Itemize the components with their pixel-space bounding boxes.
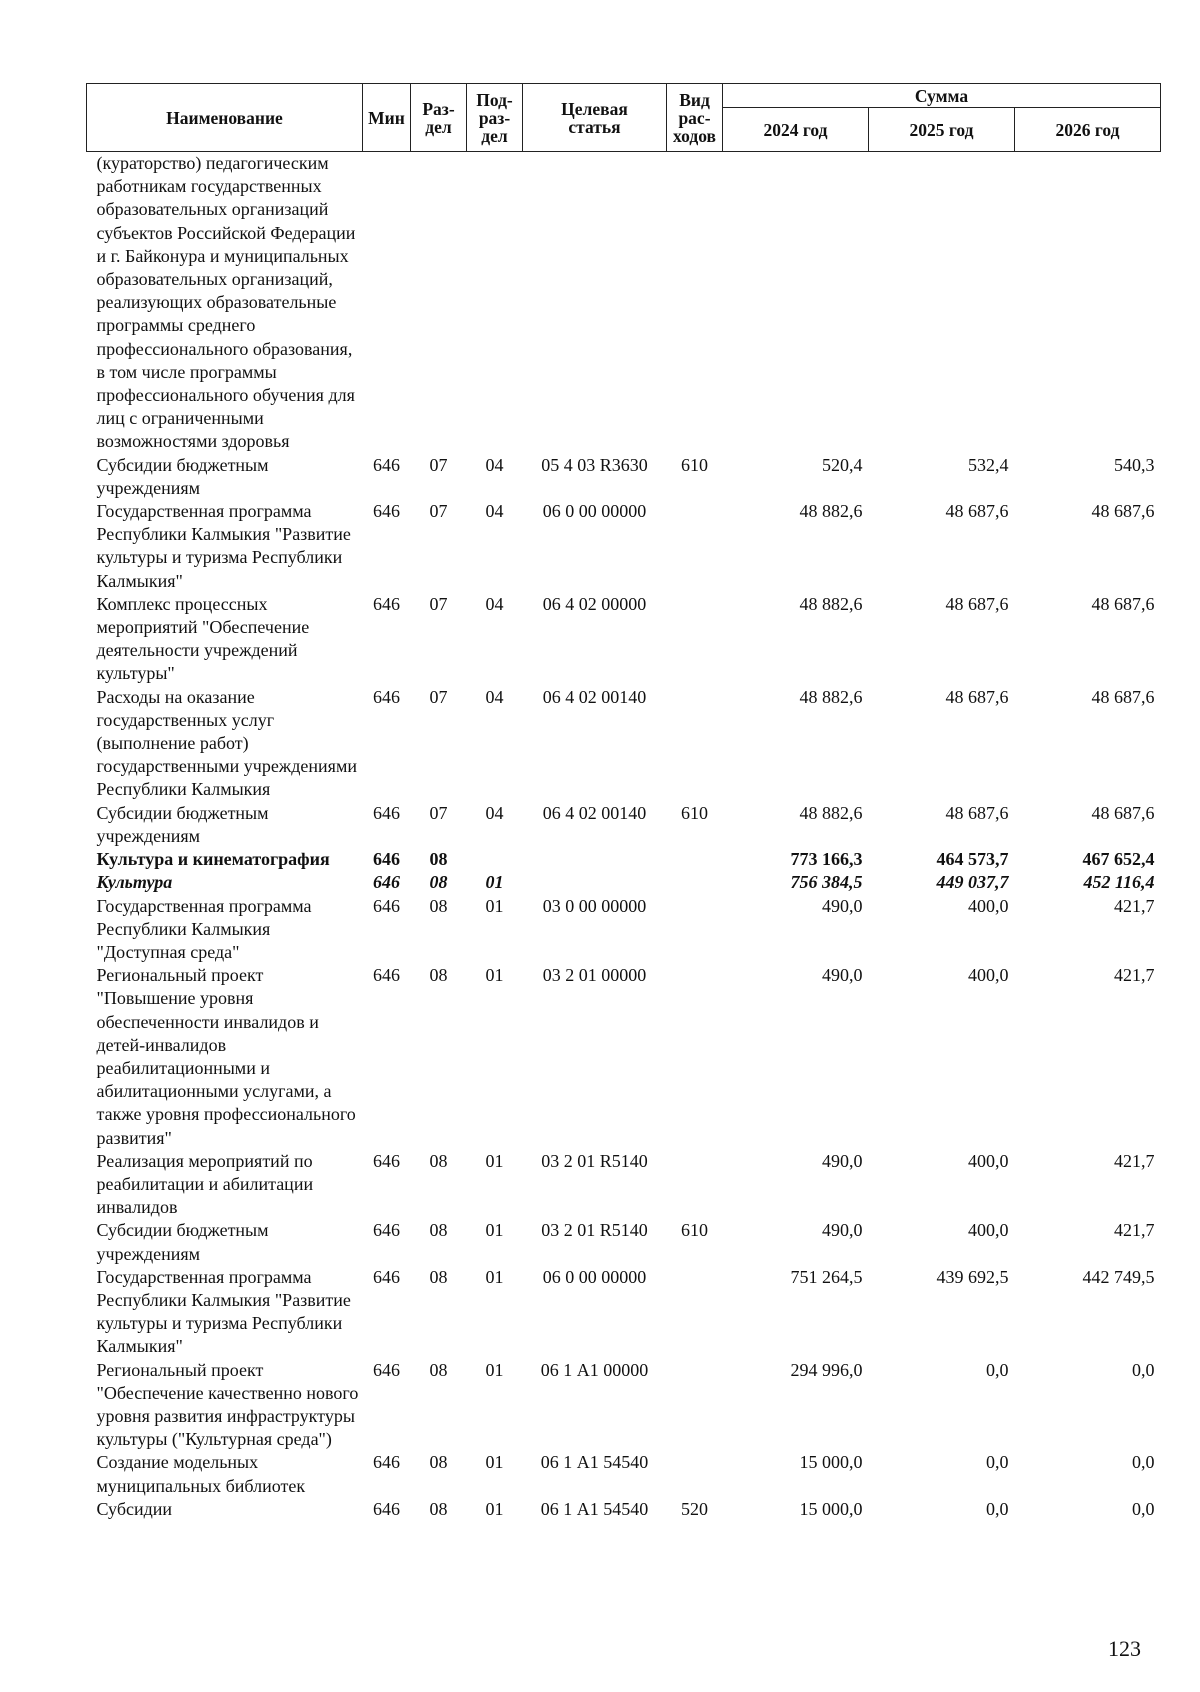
budget-table xyxy=(86,83,1161,1521)
row-sum-2024: 294 996,0 xyxy=(790,1359,863,1380)
row-name: Культура xyxy=(96,872,173,893)
row-name: Реализация мероприятий по реабилитации и абилитации инвалидов xyxy=(96,1150,314,1218)
table-row xyxy=(87,964,1161,1150)
row-sum-2024: 48 882,6 xyxy=(799,593,863,614)
table-row xyxy=(87,593,1161,686)
row-expense-type xyxy=(667,152,723,454)
row-min: 646 xyxy=(373,1498,400,1519)
row-sum-2026: 421,7 xyxy=(1114,1150,1155,1171)
row-name: Государственная программа Республики Калмыкия "Развитие культуры и туризма Республики Калмыкия" xyxy=(96,1266,351,1357)
row-razdel xyxy=(411,152,467,454)
row-sum-2024: 490,0 xyxy=(822,1220,863,1241)
row-min: 646 xyxy=(373,872,400,893)
row-sum-2024: 756 384,5 xyxy=(790,872,863,893)
row-sum-2025: 48 687,6 xyxy=(945,501,1009,522)
col-header-summa: Сумма xyxy=(723,84,1161,108)
table-row xyxy=(87,1359,1161,1452)
row-podrazdel: 04 xyxy=(485,593,504,614)
row-sum-2025: 532,4 xyxy=(968,454,1009,475)
row-name: Субсидии бюджетным учреждениям xyxy=(96,802,269,846)
row-razdel: 08 xyxy=(429,965,448,986)
row-expense-type xyxy=(667,964,723,1150)
table-row xyxy=(87,1451,1161,1497)
row-target-article xyxy=(523,848,667,871)
row-podrazdel: 04 xyxy=(485,686,504,707)
row-sum-2025: 400,0 xyxy=(968,1220,1009,1241)
row-expense-type xyxy=(667,1266,723,1359)
row-razdel: 07 xyxy=(429,593,448,614)
col-header-target: Целевая статья xyxy=(523,84,667,152)
row-expense-type xyxy=(667,500,723,593)
row-razdel: 07 xyxy=(429,802,448,823)
row-sum-2024: 773 166,3 xyxy=(790,849,863,870)
row-sum-2025: 400,0 xyxy=(968,895,1009,916)
row-podrazdel: 01 xyxy=(485,895,504,916)
row-sum-2026: 452 116,4 xyxy=(1083,872,1155,893)
row-min: 646 xyxy=(373,965,400,986)
row-min: 646 xyxy=(373,895,400,916)
col-header-vid: Вид рас- ходов xyxy=(667,84,723,152)
row-podrazdel: 01 xyxy=(485,1150,504,1171)
row-min: 646 xyxy=(373,1150,400,1171)
row-sum-2025: 0,0 xyxy=(986,1359,1009,1380)
row-sum-2024: 751 264,5 xyxy=(790,1266,863,1287)
row-sum-2025: 0,0 xyxy=(986,1452,1009,1473)
col-header-2025: 2025 год xyxy=(869,108,1015,152)
row-name: Расходы на оказание государственных услуг (выполнение работ) государственными учреждениями Республики Калмыкия xyxy=(96,686,357,800)
page-number: 123 xyxy=(1108,1636,1141,1661)
row-sum-2026: 467 652,4 xyxy=(1082,849,1155,870)
row-sum-2026: 48 687,6 xyxy=(1091,686,1155,707)
row-sum-2025: 48 687,6 xyxy=(945,686,1009,707)
row-sum-2024: 490,0 xyxy=(822,1150,863,1171)
table-row xyxy=(87,500,1161,593)
row-expense-type: 520 xyxy=(681,1498,708,1519)
row-sum-2024: 15 000,0 xyxy=(799,1498,863,1519)
row-target-article: 03 2 01 R5140 xyxy=(541,1150,648,1171)
row-min: 646 xyxy=(373,1452,400,1473)
row-sum-2025: 464 573,7 xyxy=(936,849,1009,870)
col-header-name: Наименование xyxy=(87,84,363,152)
row-razdel: 08 xyxy=(429,1220,448,1241)
col-header-2026: 2026 год xyxy=(1015,108,1161,152)
row-target-article: 06 4 02 00140 xyxy=(542,802,647,823)
col-header-2024: 2024 год xyxy=(723,108,869,152)
row-razdel: 07 xyxy=(429,686,448,707)
row-razdel: 08 xyxy=(429,849,448,870)
row-name: Субсидии бюджетным учреждениям xyxy=(96,1220,269,1264)
row-min: 646 xyxy=(373,501,400,522)
row-podrazdel: 01 xyxy=(485,1266,504,1287)
row-name: Региональный проект "Обеспечение качественно нового уровня развития инфраструктуры культуры ("Культурная среда") xyxy=(96,1359,359,1450)
row-podrazdel xyxy=(467,848,523,871)
row-podrazdel: 01 xyxy=(485,1359,504,1380)
row-min: 646 xyxy=(373,454,400,475)
row-min: 646 xyxy=(373,593,400,614)
row-podrazdel xyxy=(467,152,523,454)
table-body xyxy=(87,152,1161,1521)
row-podrazdel: 01 xyxy=(485,872,504,893)
col-header-podrazdel: Под- раз- дел xyxy=(467,84,523,152)
row-sum-2024: 490,0 xyxy=(822,895,863,916)
row-sum-2026: 48 687,6 xyxy=(1091,501,1155,522)
row-razdel: 08 xyxy=(429,895,448,916)
row-razdel: 08 xyxy=(429,1498,448,1519)
row-target-article: 03 2 01 R5140 xyxy=(541,1220,648,1241)
row-target-article xyxy=(523,871,667,894)
row-sum-2025: 48 687,6 xyxy=(945,593,1009,614)
row-name: Государственная программа Республики Калмыкия "Доступная среда" xyxy=(96,895,312,962)
row-sum-2026: 0,0 xyxy=(1132,1498,1155,1519)
row-podrazdel: 01 xyxy=(485,965,504,986)
row-razdel: 08 xyxy=(429,1359,448,1380)
row-target-article: 06 1 А1 00000 xyxy=(540,1359,649,1380)
row-target-article: 03 2 01 00000 xyxy=(542,965,647,986)
table-row xyxy=(87,802,1161,848)
row-podrazdel: 04 xyxy=(485,802,504,823)
row-name: Региональный проект "Повышение уровня обеспеченности инвалидов и детей-инвалидов реабилитационными и абилитационными услугами, а также уровня профессионального развития" xyxy=(96,965,356,1148)
col-header-razdel: Раз- дел xyxy=(411,84,467,152)
row-expense-type xyxy=(667,686,723,802)
row-target-article: 06 4 02 00140 xyxy=(542,686,647,707)
row-sum-2026: 421,7 xyxy=(1114,895,1155,916)
row-target-article: 06 4 02 00000 xyxy=(542,593,647,614)
row-sum-2026: 421,7 xyxy=(1114,1220,1155,1241)
row-sum-2025: 400,0 xyxy=(968,1150,1009,1171)
row-name: (кураторство) педагогическим работникам государственных образовательных организаций субъектов Российской Федерации и г. Байконура и муниципальных образовательных организаций, реализующих образовательные программы среднего профессионального образования, в том числе программы профессионального обучения для лиц с ограниченными возможностями здоровья xyxy=(96,153,356,452)
table-row xyxy=(87,871,1161,894)
table-row xyxy=(87,1266,1161,1359)
row-sum-2026: 48 687,6 xyxy=(1091,802,1155,823)
row-sum-2024 xyxy=(723,152,869,454)
row-sum-2024: 15 000,0 xyxy=(799,1452,863,1473)
row-sum-2026: 540,3 xyxy=(1114,454,1155,475)
row-sum-2026: 421,7 xyxy=(1114,965,1155,986)
row-sum-2026 xyxy=(1015,152,1161,454)
row-expense-type xyxy=(667,871,723,894)
row-sum-2024: 48 882,6 xyxy=(799,802,863,823)
row-name: Субсидии xyxy=(96,1498,173,1519)
row-sum-2024: 48 882,6 xyxy=(799,501,863,522)
row-expense-type: 610 xyxy=(681,1220,708,1241)
row-sum-2024: 48 882,6 xyxy=(799,686,863,707)
row-razdel: 07 xyxy=(429,501,448,522)
row-target-article: 03 0 00 00000 xyxy=(542,895,647,916)
row-sum-2025: 0,0 xyxy=(986,1498,1009,1519)
row-sum-2024: 520,4 xyxy=(822,454,863,475)
row-target-article: 05 4 03 R3630 xyxy=(541,454,648,475)
row-razdel: 08 xyxy=(429,1452,448,1473)
table-row xyxy=(87,1150,1161,1220)
row-name: Субсидии бюджетным учреждениям xyxy=(96,454,269,498)
row-target-article: 06 1 А1 54540 xyxy=(540,1452,649,1473)
row-expense-type xyxy=(667,1150,723,1220)
col-header-min: Мин xyxy=(363,84,411,152)
row-expense-type xyxy=(667,1359,723,1452)
row-min: 646 xyxy=(373,1220,400,1241)
row-min: 646 xyxy=(373,1266,400,1287)
table-row xyxy=(87,1498,1161,1521)
row-podrazdel: 04 xyxy=(485,501,504,522)
table-row xyxy=(87,895,1161,965)
row-expense-type xyxy=(667,1451,723,1497)
row-sum-2026: 442 749,5 xyxy=(1082,1266,1155,1287)
row-sum-2025: 400,0 xyxy=(968,965,1009,986)
row-sum-2025: 439 692,5 xyxy=(936,1266,1009,1287)
table-row xyxy=(87,454,1161,500)
row-target-article: 06 1 А1 54540 xyxy=(540,1498,649,1519)
row-sum-2024: 490,0 xyxy=(822,965,863,986)
row-expense-type xyxy=(667,895,723,965)
table-row xyxy=(87,152,1161,454)
row-expense-type: 610 xyxy=(681,802,708,823)
row-razdel: 08 xyxy=(429,872,448,893)
row-target-article: 06 0 00 00000 xyxy=(542,501,647,522)
table-row xyxy=(87,686,1161,802)
row-sum-2025 xyxy=(869,152,1015,454)
row-sum-2026: 0,0 xyxy=(1132,1452,1155,1473)
row-name: Культура и кинематография xyxy=(96,849,330,870)
table-row xyxy=(87,848,1161,871)
row-podrazdel: 04 xyxy=(485,454,504,475)
row-min: 646 xyxy=(373,802,400,823)
row-podrazdel: 01 xyxy=(485,1498,504,1519)
row-min: 646 xyxy=(373,1359,400,1380)
row-sum-2026: 0,0 xyxy=(1132,1359,1155,1380)
row-min: 646 xyxy=(373,686,400,707)
row-expense-type: 610 xyxy=(681,454,708,475)
row-expense-type xyxy=(667,848,723,871)
row-expense-type xyxy=(667,593,723,686)
row-podrazdel: 01 xyxy=(485,1452,504,1473)
row-target-article: 06 0 00 00000 xyxy=(542,1266,647,1287)
table-row xyxy=(87,1219,1161,1265)
row-sum-2026: 48 687,6 xyxy=(1091,593,1155,614)
row-target-article xyxy=(523,152,667,454)
row-razdel: 08 xyxy=(429,1150,448,1171)
row-min: 646 xyxy=(373,849,400,870)
row-name: Государственная программа Республики Калмыкия "Развитие культуры и туризма Республики Калмыкия" xyxy=(96,501,351,591)
row-min xyxy=(363,152,411,454)
row-name: Создание модельных муниципальных библиотек xyxy=(96,1452,306,1496)
row-name: Комплекс процессных мероприятий "Обеспечение деятельности учреждений культуры" xyxy=(96,593,310,684)
row-sum-2025: 449 037,7 xyxy=(936,872,1009,893)
row-sum-2025: 48 687,6 xyxy=(945,802,1009,823)
row-podrazdel: 01 xyxy=(485,1220,504,1241)
row-razdel: 07 xyxy=(429,454,448,475)
row-razdel: 08 xyxy=(429,1266,448,1287)
